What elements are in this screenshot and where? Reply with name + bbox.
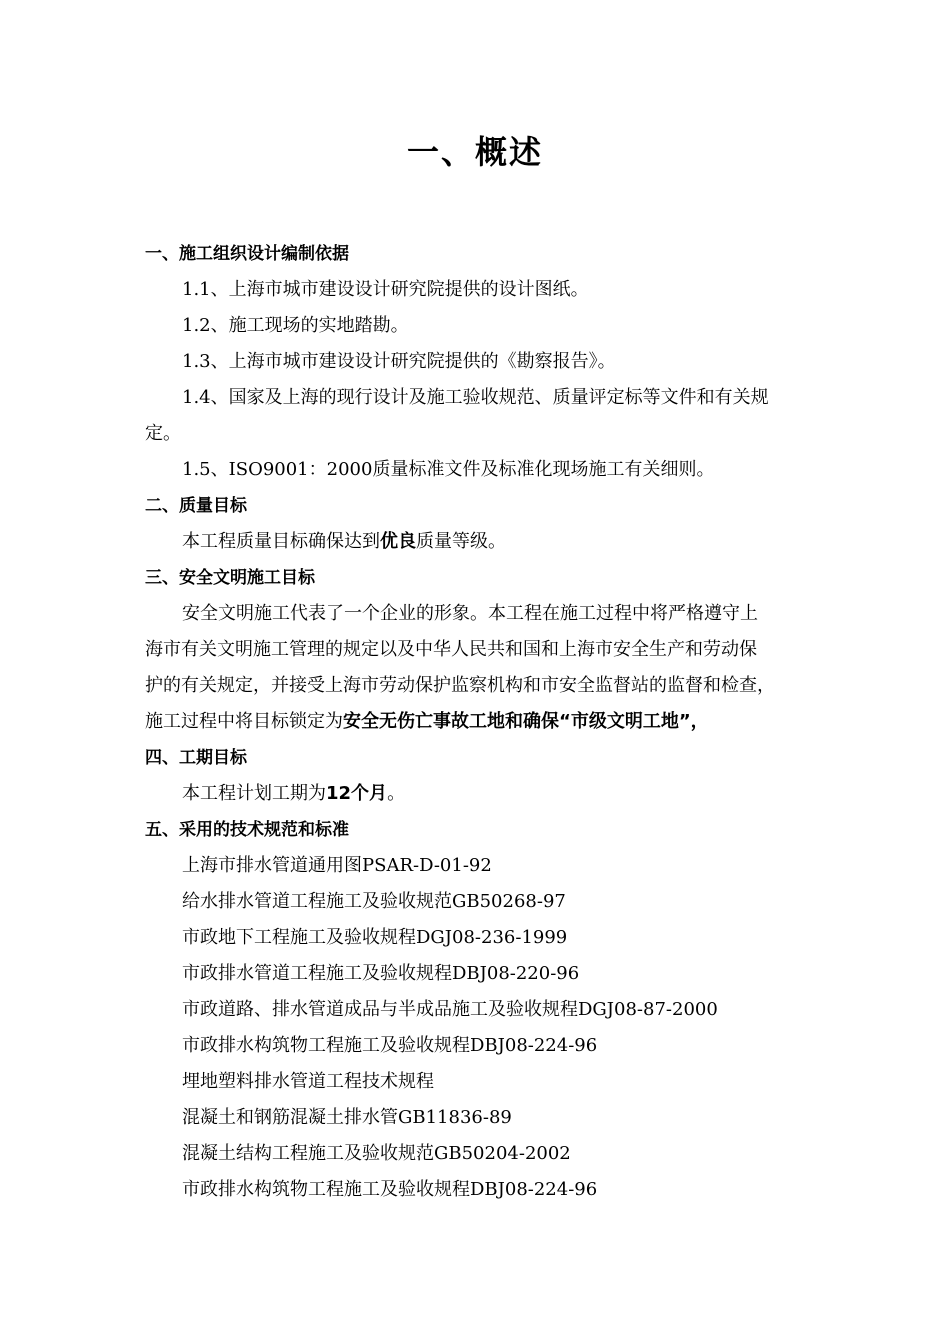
section-heading-quality: 二、质量目标 — [145, 496, 247, 516]
quality-text-after: 质量等级。 — [416, 531, 506, 552]
quality-paragraph — [145, 524, 810, 560]
schedule-text-after: 。 — [387, 783, 406, 804]
paragraph-line — [145, 704, 810, 740]
list-item: 混凝土和钢筋混凝土排水管GB11836-89 — [182, 1107, 512, 1128]
page-title: 一、概述 — [406, 133, 543, 171]
list-item: 市政道路、排水管道成品与半成品施工及验收规程DGJ08-87-2000 — [182, 999, 718, 1020]
quality-text-before: 本工程质量目标确保达到 — [182, 531, 380, 552]
list-item: 市政地下工程施工及验收规程DGJ08-236-1999 — [182, 927, 568, 948]
schedule-paragraph — [145, 776, 810, 812]
paragraph-line: 护的有关规定，并接受上海市劳动保护监察机构和市安全监督站的监督和检查， — [145, 675, 775, 696]
list-item: 1.1、上海市城市建设设计研究院提供的设计图纸。 — [182, 279, 589, 300]
section-heading-schedule: 四、工期目标 — [145, 748, 247, 768]
quality-grade: 优良 — [380, 531, 416, 552]
list-item: 1.4、国家及上海的现行设计及施工验收规范、质量评定标等文件和有关规 — [182, 387, 769, 408]
list-item: 混凝土结构工程施工及验收规范GB50204-2002 — [182, 1143, 571, 1164]
section-heading-standards: 五、采用的技术规范和标准 — [145, 820, 349, 840]
list-item: 市政排水管道工程施工及验收规程DBJ08-220-96 — [182, 963, 580, 984]
section-heading-basis: 一、施工组织设计编制依据 — [145, 244, 349, 264]
paragraph-line: 海市有关文明施工管理的规定以及中华人民共和国和上海市安全生产和劳动保 — [145, 639, 757, 660]
list-item: 1.2、施工现场的实地踏勘。 — [182, 315, 409, 336]
list-item: 给水排水管道工程施工及验收规范GB50268-97 — [182, 891, 566, 912]
list-item-continuation: 定。 — [145, 423, 181, 444]
list-item: 市政排水构筑物工程施工及验收规程DBJ08-224-96 — [182, 1179, 598, 1200]
document-body — [145, 236, 810, 1208]
list-item: 1.3、上海市城市建设设计研究院提供的《勘察报告》。 — [182, 351, 616, 372]
list-item: 市政排水构筑物工程施工及验收规程DBJ08-224-96 — [182, 1035, 598, 1056]
safety-text-before: 施工过程中将目标锁定为 — [145, 711, 343, 732]
list-item: 上海市排水管道通用图PSAR-D-01-92 — [182, 855, 492, 876]
schedule-text-before: 本工程计划工期为 — [182, 783, 326, 804]
schedule-duration: 12个月 — [326, 783, 388, 804]
list-item: 埋地塑料排水管道工程技术规程 — [182, 1071, 434, 1092]
safety-target: 安全无伤亡事故工地和确保“市级文明工地”， — [343, 711, 709, 732]
paragraph-line: 安全文明施工代表了一个企业的形象。本工程在施工过程中将严格遵守上 — [182, 603, 758, 624]
list-item: 1.5、ISO9001：2000质量标准文件及标准化现场施工有关细则。 — [182, 459, 715, 480]
section-heading-safety: 三、安全文明施工目标 — [145, 568, 315, 588]
